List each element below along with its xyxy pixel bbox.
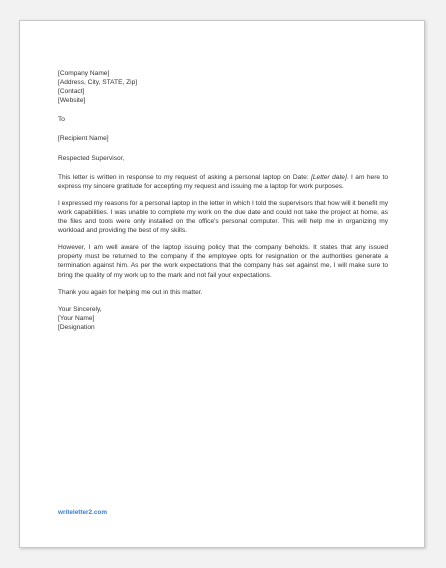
valediction: Your Sincerely,	[58, 305, 102, 313]
sender-address: [Address, City, STATE, Zip]	[58, 79, 138, 87]
letter-date-placeholder: [Letter date]	[311, 173, 347, 181]
paragraph-3: However, I am well aware of the laptop issuing policy that the company beholds. It states that any issued property must be returned to the company if the employee opts for resignation or the authorities generate a termination against him. As per the work expectations that the company has set against me, I will make sure to bring the quality of my work up to the mark and not fail your expectations.	[58, 244, 388, 279]
signer-designation: [Designation	[58, 323, 95, 331]
footer-site-link[interactable]: writeletter2.com	[58, 509, 108, 516]
sender-website: [Website]	[58, 97, 86, 105]
letter-sheet	[19, 20, 425, 548]
paragraph-1	[58, 173, 388, 191]
paragraph-4: Thank you again for helping me out in this matter.	[58, 288, 203, 296]
sender-address-block	[58, 69, 388, 105]
sender-company-name: [Company Name]	[58, 70, 110, 77]
paragraph-1-text-a: This letter is written in response to my request of asking a personal laptop on Date:	[58, 173, 312, 181]
recipient-name: [Recipient Name]	[58, 135, 109, 143]
paragraph-1-text-b: . I am here to express my sincere gratitude for accepting my request and issuing me a laptop for work purposes.	[58, 173, 388, 190]
sender-contact: [Contact]	[58, 88, 85, 96]
signer-name: [Your Name]	[58, 314, 95, 322]
salutation: Respected Supervisor,	[58, 154, 125, 162]
closing-block	[58, 305, 388, 332]
to-label: To	[58, 116, 65, 124]
paragraph-2: I expressed my reasons for a personal laptop in the letter in which I told the supervisors that how will it benefit my work capabilities. I was unable to complete my work on the due date and could not take the project at home, as the files and tools were only installed on the office's personal computer. This will help me in organizing my workload and providing the best of my skills.	[58, 199, 388, 235]
letter-body	[58, 69, 388, 332]
